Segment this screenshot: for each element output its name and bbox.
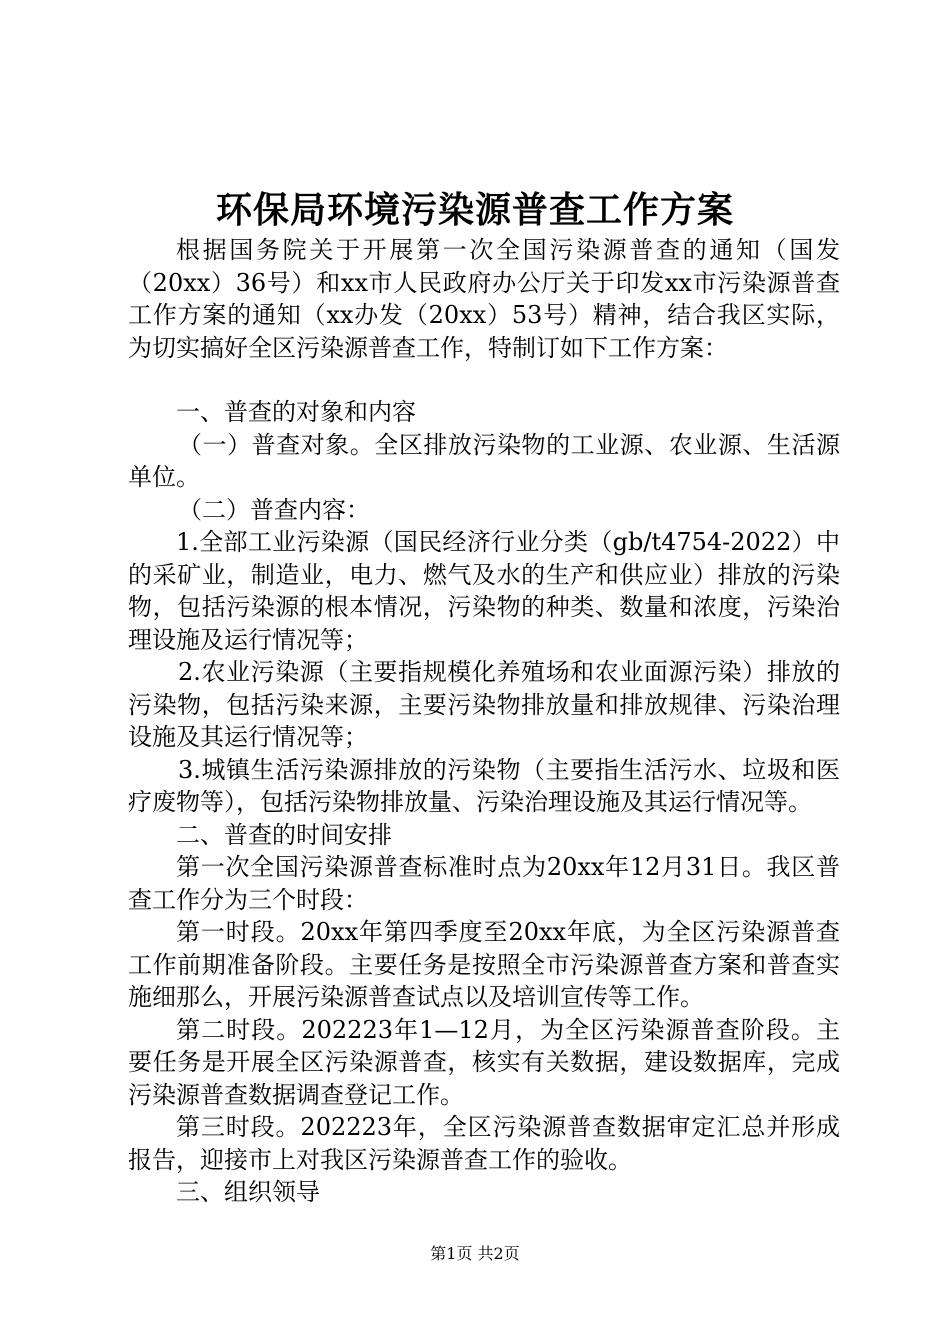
subsection-contents: （二）普查内容： xyxy=(178,495,370,524)
page-footer: 第1页 共2页 xyxy=(430,1244,520,1263)
content-item-3: 3.城镇生活污染源排放的污染物（主要指生活污水、垃圾和医疗废物等），包括污染物排放量、污染治理设施及其运行情况等。 xyxy=(128,755,840,816)
document-body xyxy=(128,234,840,1209)
document-title: 环保局环境污染源普查工作方案 xyxy=(215,189,734,231)
section-heading-3: 三、组织领导 xyxy=(176,1178,320,1206)
phase-2-paragraph: 第二时段。202223年1—12月，为全区污染源普查阶段。主要任务是开展全区污染源普查，核实有关数据，建设数据库，完成污染源普查数据调查登记工作。 xyxy=(128,1015,840,1109)
phase-1-paragraph: 第一时段。20xx年第四季度至20xx年底，为全区污染源普查工作前期准备阶段。主要任务是按照全市污染源普查方案和普查实施细那么，开展污染源普查试点以及培训宣传等工作。 xyxy=(128,918,840,1011)
content-item-2: 2.农业污染源（主要指规模化养殖场和农业面源污染）排放的污染物，包括污染来源，主要污染物排放量和排放规律、污染治理设施及其运行情况等； xyxy=(128,658,840,751)
paragraph-gap xyxy=(128,364,840,396)
section-heading-2: 二、普查的时间安排 xyxy=(176,820,392,849)
intro-paragraph: 根据国务院关于开展第一次全国污染源普查的通知（国发（20xx）36号）和xx市人民政府办公厅关于印发xx市污染源普查工作方案的通知（xx办发（20xx）53号）精神，结合我区实际，为切实搞好全区污染源普查工作，特制订如下工作方案： xyxy=(128,236,840,362)
section-heading-1: 一、普查的对象和内容 xyxy=(176,398,416,426)
phase-3-paragraph: 第三时段。202223年，全区污染源普查数据审定汇总并形成报告，迎接市上对我区污染源普查工作的验收。 xyxy=(128,1113,840,1174)
schedule-paragraph: 第一次全国污染源普查标准时点为20xx年12月31日。我区普查工作分为三个时段： xyxy=(128,853,840,914)
content-item-1: 1.全部工业污染源（国民经济行业分类（gb/t4754-2022）中的采矿业，制造业，电力、燃气及水的生产和供应业）排放的污染物，包括污染源的根本情况，污染物的种类、数量和浓度，污染治理设施及运行情况等； xyxy=(128,528,840,654)
subsection-objects: （一）普查对象。全区排放污染物的工业源、农业源、生活源单位。 xyxy=(128,430,840,491)
